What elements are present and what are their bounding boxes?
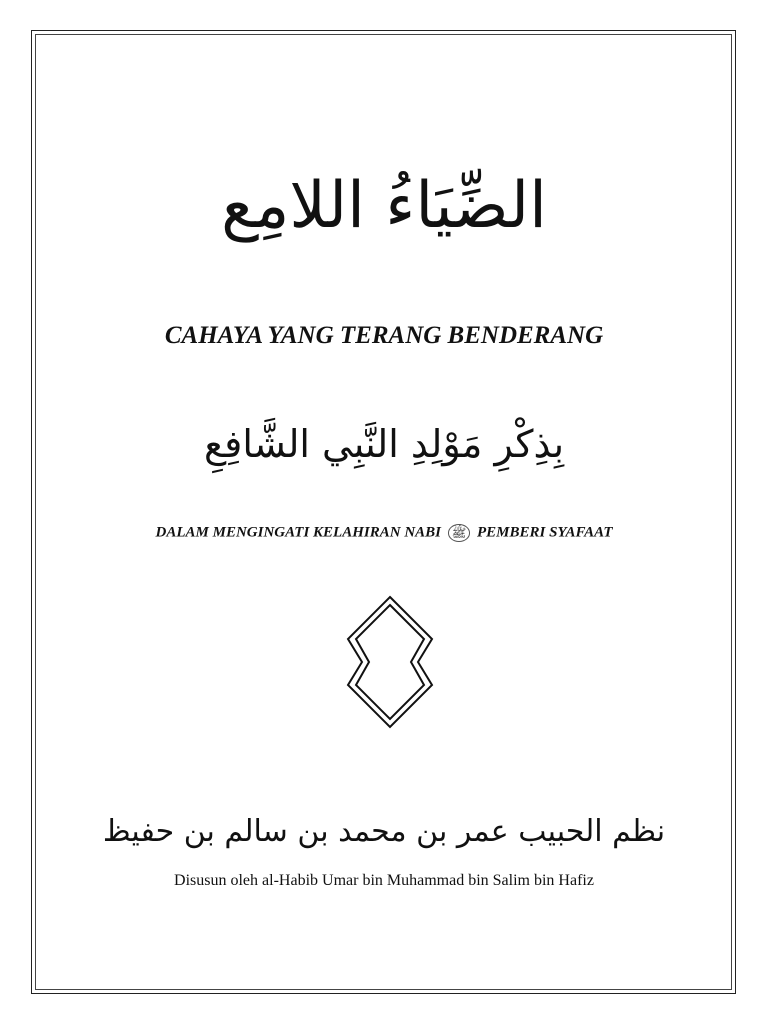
arabic-title: الضِّيَاءُ اللامِع bbox=[221, 169, 547, 243]
arabic-subtitle: بِذِكْرِ مَوْلِدِ النَّبِي الشَّافِعِ bbox=[203, 422, 565, 466]
arabic-author: نظم الحبيب عمر بن محمد بن سالم بن حفيظ bbox=[102, 814, 666, 849]
octagonal-ornament-icon bbox=[345, 594, 435, 730]
latin-subtitle-end: PEMBERI SYAFAAT bbox=[477, 524, 613, 541]
latin-title: CAHAYA YANG TERANG BENDERANG bbox=[164, 322, 604, 349]
latin-subtitle-start: DALAM MENGINGATI KELAHIRAN NABI bbox=[155, 524, 441, 541]
salawat-icon: ﷺ bbox=[448, 524, 471, 542]
latin-subtitle bbox=[0, 524, 768, 542]
latin-author: Disusun oleh al-Habib Umar bin Muhammad bin Salim bin Hafiz bbox=[174, 872, 594, 889]
